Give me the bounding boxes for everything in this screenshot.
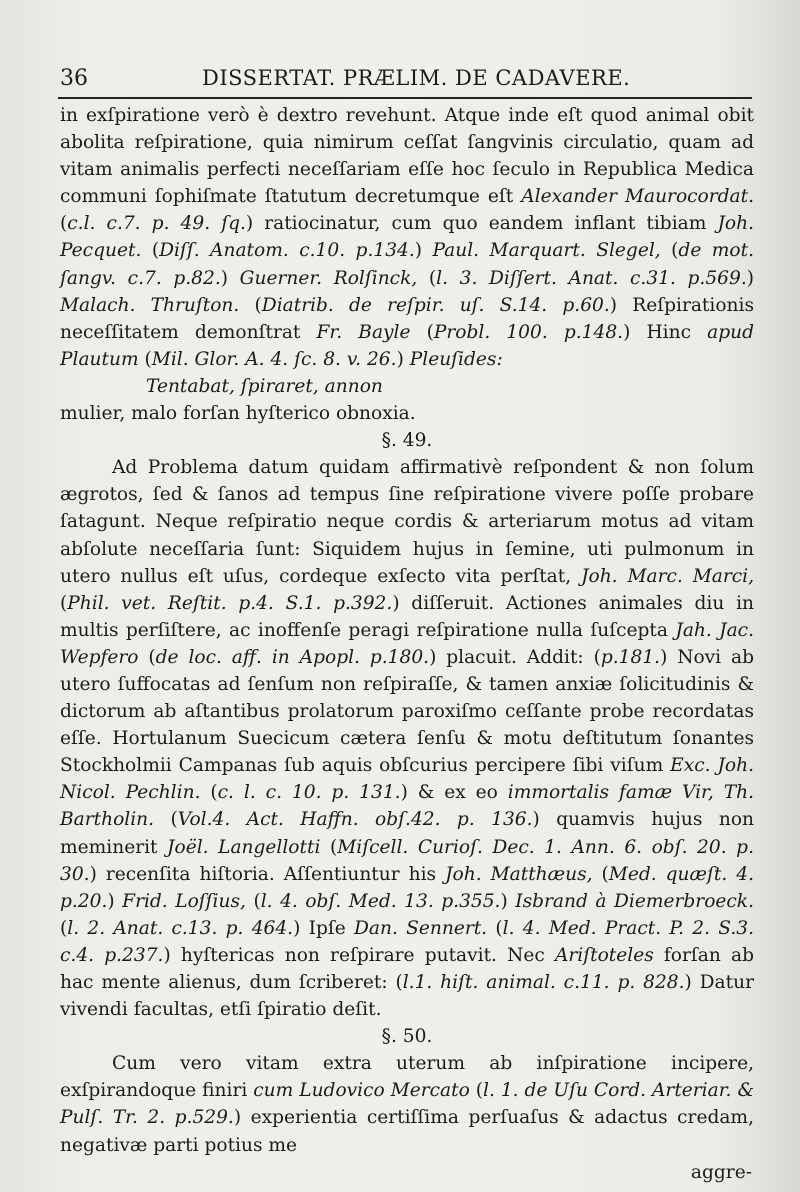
italic-run: Joël. Langellotti — [167, 836, 321, 858]
text-run: ( — [660, 240, 679, 262]
text-run: ) experientia certiſſima perſuaſus & adactus credam, negativæ parti potius me — [60, 1107, 754, 1156]
text-run: ) — [746, 267, 755, 289]
italic-run: Malach. Thruſton. — [60, 294, 240, 316]
italic-run: Tentabat, ſpiraret, annon — [146, 375, 383, 397]
text-run: ( — [138, 646, 156, 668]
italic-run: Ariſtoteles — [554, 944, 654, 966]
body-text — [60, 102, 754, 1186]
text-run: ) ratiocinatur, cum quo eandem inflant tibiam — [245, 213, 718, 235]
paragraph — [60, 400, 754, 427]
catchword — [60, 1159, 754, 1186]
text-run: ) quamvis hujus non meminerit — [60, 809, 754, 858]
italic-run: c.l. c.7. p. 49. ſq. — [67, 213, 246, 235]
text-run: ( — [200, 782, 218, 804]
header-rule — [58, 97, 752, 99]
text-run: ( — [138, 348, 152, 370]
italic-run: Jah. Jac. Wepfero — [60, 619, 755, 668]
italic-run: Dan. Sennert. — [354, 917, 488, 939]
italic-run: Med. quæſt. 4. p.20. — [60, 863, 754, 912]
verse-line — [60, 373, 754, 400]
italic-run: l. 4. Med. Pract. P. 2. S.3. c.4. p.237. — [60, 917, 754, 966]
italic-run: l.1. hiſt. animal. c.11. p. 828. — [402, 972, 685, 993]
text-run: §. 49. — [381, 430, 433, 452]
text-run: ( — [245, 890, 261, 912]
text-run: ( — [60, 917, 68, 939]
text-run: ( — [60, 592, 68, 614]
text-run: ) — [500, 890, 516, 912]
italic-run: l. 4. obſ. Med. 13. p.355. — [260, 890, 501, 912]
italic-run: apud Plautum — [60, 321, 754, 370]
text-run: ( — [410, 321, 434, 343]
text-run: ) recenſita hiſtoria. Aſſentiuntur his — [89, 863, 446, 885]
page-number: 36 — [60, 66, 88, 91]
text-run: forſan ab hac mente alienus, dum ſcriberet: ( — [60, 944, 754, 993]
italic-run: Guerner. Rolſinck, — [239, 267, 418, 289]
italic-run: immortalis famæ Vir, Th. Bartholin. — [60, 782, 754, 831]
text-run: aggre- — [690, 1161, 752, 1183]
text-run: ) — [414, 240, 433, 262]
text-run: ) Novi ab utero ſuffocatas ad ſenſum non reſpiraſſe, & tamen anxiæ ſolicitudinis & dictorum ab aſtantibus prolatorum paroxiſmo ceſſante probe recordatas eſſe. Hortulanum Suecicum cætera ſenſu & motu deſtitutum ſonantes Stockholmii Campanas ſub aquis obſcurius percipere ſibi viſum — [60, 646, 755, 777]
text-run: ( — [60, 213, 68, 235]
page-header — [60, 66, 720, 96]
text-run: ) & ex eo — [400, 782, 508, 804]
text-run: ( — [239, 294, 262, 316]
italic-run: c. l. c. 10. p. 131. — [217, 782, 401, 804]
text-run: ) Hinc — [623, 321, 708, 343]
text-run: ( — [592, 863, 609, 885]
italic-run: Phil. vet. Reſtit. p.4. S.1. p.392. — [67, 592, 393, 614]
text-run: ) diſſeruit. Actiones animales diu in multis perſiſtere, ac inoffenſe peragi reſpiratione nulla ſuſcepta — [60, 592, 754, 641]
section-heading — [60, 1023, 754, 1050]
text-run: ) hyſtericas non reſpirare putavit. Nec — [163, 944, 555, 966]
italic-run: Vol.4. Act. Haffn. obſ.42. p. 136. — [177, 809, 533, 831]
italic-run: Pleuſides: — [409, 348, 503, 370]
text-run: ( — [417, 267, 437, 289]
text-run: ) Ipſe — [293, 917, 354, 939]
italic-run: Diſſ. Anatom. c.10. p.134. — [159, 240, 415, 262]
text-run: §. 50. — [381, 1026, 433, 1048]
italic-run: l. 3. Diſſert. Anat. c.31. p.569. — [436, 267, 747, 289]
text-run: ( — [141, 240, 160, 262]
text-run: ) placuit. Addit: ( — [429, 646, 601, 668]
italic-run: Joh. Pecquet. — [60, 213, 754, 262]
text-run: ( — [469, 1080, 484, 1102]
italic-run: Frid. Loſſius, — [122, 890, 246, 912]
italic-run: Joh. Matthæus, — [445, 863, 593, 885]
italic-run: Joh. Marc. Marci, — [581, 565, 755, 587]
text-run: ) — [107, 890, 123, 912]
paragraph — [60, 454, 754, 1023]
text-run: ) Datur vivendi facultas, etſi ſpiratio deſit. — [60, 972, 754, 1021]
italic-run: Miſcell. Curioſ. Dec. 1. Ann. 6. obſ. 20. p. 30. — [60, 836, 754, 885]
italic-run: l. 1. de Uſu Cord. Arteriar. & Pulſ. Tr. 2. p.529. — [60, 1080, 754, 1129]
text-run: ( — [320, 836, 338, 858]
italic-run: l. 2. Anat. c.13. p. 464. — [67, 917, 294, 939]
italic-run: Alexander Maurocordat. — [521, 186, 754, 208]
text-run: mulier, malo forſan hyſterico obnoxia. — [60, 403, 416, 425]
text-run: ) Reſpirationis neceſſitatem demonſtrat — [60, 294, 755, 343]
italic-run: Mil. Glor. A. 4. ſc. 8. v. 26. — [151, 348, 397, 370]
italic-run: Isbrand à Diemerbroeck. — [515, 890, 754, 912]
paragraph — [60, 102, 754, 373]
italic-run: Diatrib. de reſpir. uſ. S.14. p.60. — [261, 294, 610, 316]
italic-run: de mot. ſangv. c.7. p.82. — [60, 240, 754, 289]
text-run: ) — [220, 267, 240, 289]
italic-run: cum Ludovico Mercato — [253, 1080, 470, 1102]
running-title: DISSERTAT. PRÆLIM. DE CADAVERE. — [202, 66, 631, 90]
text-run: ( — [487, 917, 503, 939]
text-run: Cum vero vitam extra uterum ab inſpiratione incipere, exſpirandoque finiri — [60, 1053, 754, 1102]
italic-run: p.181. — [600, 646, 661, 668]
paragraph — [60, 1050, 754, 1158]
text-run: ) — [396, 348, 410, 370]
text-run: ( — [154, 809, 178, 831]
italic-run: Fr. Bayle — [316, 321, 411, 343]
italic-run: de loc. aff. in Apopl. p.180. — [155, 646, 430, 668]
italic-run: Probl. 100. p.148. — [433, 321, 624, 343]
section-heading — [60, 427, 754, 454]
text-run: in exſpiratione verò è dextro revehunt. Atque inde eſt quod animal obit abolita reſpiratione, quia nimirum ceſſat ſangvinis circulatio, quam ad vitam animalis perfecti neceſſariam eſſe hoc ſeculo in Republica Medica communi ſophiſmate ſtatutum decretumque eſt — [60, 105, 754, 208]
text-run: Ad Problema datum quidam affirmativè reſpondent & non ſolum ægrotos, ſed & ſanos ad tempus ſine reſpiratione vivere poſſe probare ſatagunt. Neque reſpiratio neque cordis & arteriarum motus ad vitam abſolute neceſſaria ſunt: Siquidem hujus in ſemine, uti pulmonum in utero nullus eſt uſus, cordeque exſecto vita perſtat, — [60, 457, 754, 587]
italic-run: Exc. Joh. Nicol. Pechlin. — [60, 755, 755, 804]
italic-run: Paul. Marquart. Slegel, — [432, 240, 661, 262]
